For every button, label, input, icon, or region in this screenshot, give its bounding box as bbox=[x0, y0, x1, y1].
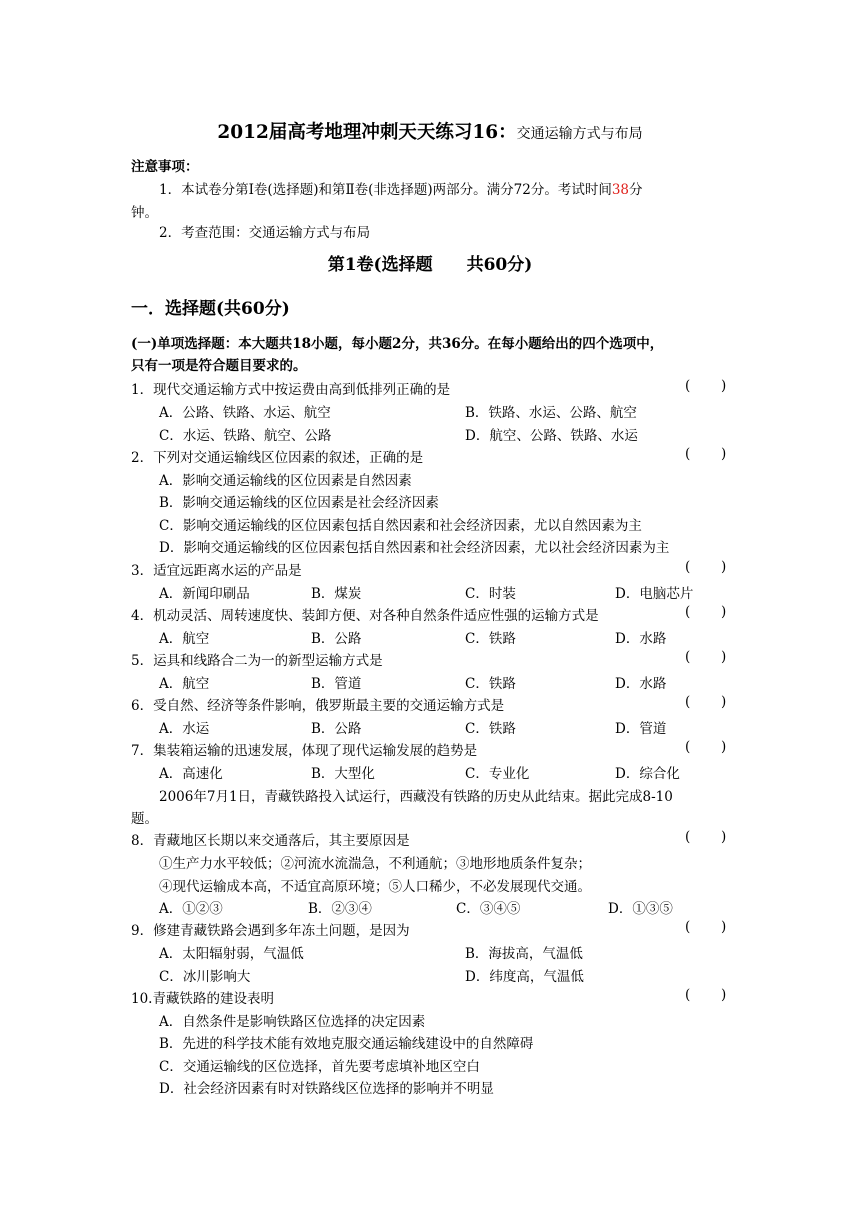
q10-stem: 10.青藏铁路的建设表明 bbox=[131, 991, 274, 1007]
q4-option-b: B．公路 bbox=[311, 631, 362, 647]
q6-option-c: C．铁路 bbox=[465, 721, 516, 737]
paren-open: ( bbox=[685, 446, 691, 462]
q2-option-b: B．影响交通运输线的区位因素是社会经济因素 bbox=[159, 495, 439, 511]
q1-option-d: D．航空、公路、铁路、水运 bbox=[465, 428, 638, 444]
paren-open: ( bbox=[685, 604, 691, 620]
q2-option-d: D．影响交通运输线的区位因素包括自然因素和社会经济因素，尤以社会经济因素为主 bbox=[159, 540, 670, 556]
q4-option-c: C．铁路 bbox=[465, 631, 516, 647]
paren-close: ) bbox=[721, 694, 727, 710]
q4-option-d: D．水路 bbox=[615, 631, 667, 647]
q8-option-b: B．②③④ bbox=[308, 901, 372, 917]
q1-answer-blank bbox=[685, 378, 727, 394]
part-title: 一．选择题(共60分) bbox=[131, 299, 290, 319]
q9-answer-blank bbox=[685, 919, 727, 935]
paren-close: ) bbox=[721, 446, 727, 462]
exam-time-value: 38 bbox=[611, 182, 630, 198]
q10-option-c: C．交通运输线的区位选择，首先要考虑填补地区空白 bbox=[159, 1059, 480, 1075]
paren-open: ( bbox=[685, 919, 691, 935]
q5-option-d: D．水路 bbox=[615, 676, 667, 692]
q2-option-c: C．影响交通运输线的区位因素包括自然因素和社会经济因素，尤以自然因素为主 bbox=[159, 518, 642, 534]
notice-item-1-unit: 分 bbox=[629, 182, 643, 198]
q2-option-a: A．影响交通运输线的区位因素是自然因素 bbox=[159, 473, 412, 489]
q8-option-d: D．①③⑤ bbox=[608, 901, 673, 917]
paren-close: ) bbox=[721, 559, 727, 575]
notice-item-1 bbox=[159, 178, 643, 198]
q3-answer-blank bbox=[685, 559, 727, 575]
paren-close: ) bbox=[721, 378, 727, 394]
q10-option-d: D．社会经济因素有时对铁路线区位选择的影响并不明显 bbox=[159, 1081, 494, 1097]
q7-option-d: D．综合化 bbox=[615, 766, 680, 782]
q5-answer-blank bbox=[685, 649, 727, 665]
paren-open: ( bbox=[685, 559, 691, 575]
q10-option-b: B．先进的科学技术能有效地克服交通运输线建设中的自然障碍 bbox=[159, 1036, 534, 1052]
q5-option-b: B．管道 bbox=[311, 676, 362, 692]
instructions-line-2: 只有一项是符合题目要求的。 bbox=[131, 358, 307, 374]
q10-option-a: A．自然条件是影响铁路区位选择的决定因素 bbox=[159, 1014, 426, 1030]
passage-line-1: 2006年7月1日，青藏铁路投入试运行，西藏没有铁路的历史从此结束。据此完成8-10 bbox=[159, 789, 673, 805]
q4-option-a: A．航空 bbox=[159, 631, 210, 647]
q2-answer-blank bbox=[685, 446, 727, 462]
q4-stem: 4．机动灵活、周转速度快、装卸方便、对各种自然条件适应性强的运输方式是 bbox=[131, 608, 599, 624]
paren-open: ( bbox=[685, 829, 691, 845]
q7-answer-blank bbox=[685, 739, 727, 755]
q7-stem: 7．集装箱运输的迅速发展，体现了现代运输发展的趋势是 bbox=[131, 743, 478, 759]
q3-option-d: D．电脑芯片 bbox=[615, 586, 694, 602]
instructions-line-1: (一)单项选择题：本大题共18小题，每小题2分，共36分。在每小题给出的四个选项中， bbox=[131, 336, 664, 352]
q8-option-c: C．③④⑤ bbox=[456, 901, 521, 917]
q1-stem: 1．现代交通运输方式中按运费由高到低排列正确的是 bbox=[131, 382, 451, 398]
q7-option-b: B．大型化 bbox=[311, 766, 375, 782]
title-subtitle: 交通运输方式与布局 bbox=[516, 126, 643, 142]
paren-open: ( bbox=[685, 694, 691, 710]
q8-statements-2: ④现代运输成本高，不适宜高原环境；⑤人口稀少，不必发展现代交通。 bbox=[159, 879, 591, 895]
notice-item-1-cont: 钟。 bbox=[131, 205, 158, 221]
q8-answer-blank bbox=[685, 829, 727, 845]
title-main: 2012届高考地理冲刺天天练习16： bbox=[217, 122, 517, 143]
section-title: 第1卷(选择题 共60分) bbox=[327, 255, 533, 275]
page-title bbox=[0, 118, 860, 144]
q3-option-c: C．时装 bbox=[465, 586, 516, 602]
q1-option-c: C．水运、铁路、航空、公路 bbox=[159, 428, 332, 444]
q1-option-b: B．铁路、水运、公路、航空 bbox=[465, 405, 637, 421]
q4-answer-blank bbox=[685, 604, 727, 620]
q9-option-a: A．太阳辐射弱，气温低 bbox=[159, 946, 304, 962]
q8-statements-1: ①生产力水平较低；②河流水流湍急，不利通航；③地形地质条件复杂； bbox=[159, 856, 591, 872]
q8-option-a: A．①②③ bbox=[159, 901, 223, 917]
q2-stem: 2．下列对交通运输线区位因素的叙述，正确的是 bbox=[131, 450, 424, 466]
q9-stem: 9．修建青藏铁路会遇到多年冻土问题，是因为 bbox=[131, 923, 410, 939]
q7-option-a: A．高速化 bbox=[159, 766, 223, 782]
q9-option-c: C．冰川影响大 bbox=[159, 969, 251, 985]
q3-option-b: B．煤炭 bbox=[311, 586, 362, 602]
q3-stem: 3．适宜远距离水运的产品是 bbox=[131, 563, 302, 579]
q6-option-b: B．公路 bbox=[311, 721, 362, 737]
q3-option-a: A．新闻印刷品 bbox=[159, 586, 250, 602]
notice-heading: 注意事项： bbox=[131, 159, 199, 175]
q5-stem: 5．运具和线路合二为一的新型运输方式是 bbox=[131, 653, 383, 669]
q8-stem: 8．青藏地区长期以来交通落后，其主要原因是 bbox=[131, 833, 410, 849]
q5-option-a: A．航空 bbox=[159, 676, 210, 692]
notice-item-2: 2．考查范围：交通运输方式与布局 bbox=[159, 225, 371, 241]
q7-option-c: C．专业化 bbox=[465, 766, 530, 782]
q6-option-a: A．水运 bbox=[159, 721, 210, 737]
notice-item-1-text: 1．本试卷分第Ⅰ卷(选择题)和第Ⅱ卷(非选择题)两部分。满分72分。考试时间 bbox=[159, 182, 612, 198]
q9-option-d: D．纬度高，气温低 bbox=[465, 969, 584, 985]
paren-open: ( bbox=[685, 649, 691, 665]
paren-open: ( bbox=[685, 378, 691, 394]
q9-option-b: B．海拔高，气温低 bbox=[465, 946, 583, 962]
paren-close: ) bbox=[721, 919, 727, 935]
q1-option-a: A．公路、铁路、水运、航空 bbox=[159, 405, 331, 421]
paren-open: ( bbox=[685, 987, 691, 1003]
paren-close: ) bbox=[721, 987, 727, 1003]
q6-answer-blank bbox=[685, 694, 727, 710]
paren-close: ) bbox=[721, 739, 727, 755]
q10-answer-blank bbox=[685, 987, 727, 1003]
paren-close: ) bbox=[721, 604, 727, 620]
passage-line-2: 题。 bbox=[131, 811, 158, 827]
q6-stem: 6．受自然、经济等条件影响，俄罗斯最主要的交通运输方式是 bbox=[131, 698, 505, 714]
paren-close: ) bbox=[721, 829, 727, 845]
q6-option-d: D．管道 bbox=[615, 721, 667, 737]
paren-open: ( bbox=[685, 739, 691, 755]
q5-option-c: C．铁路 bbox=[465, 676, 516, 692]
paren-close: ) bbox=[721, 649, 727, 665]
